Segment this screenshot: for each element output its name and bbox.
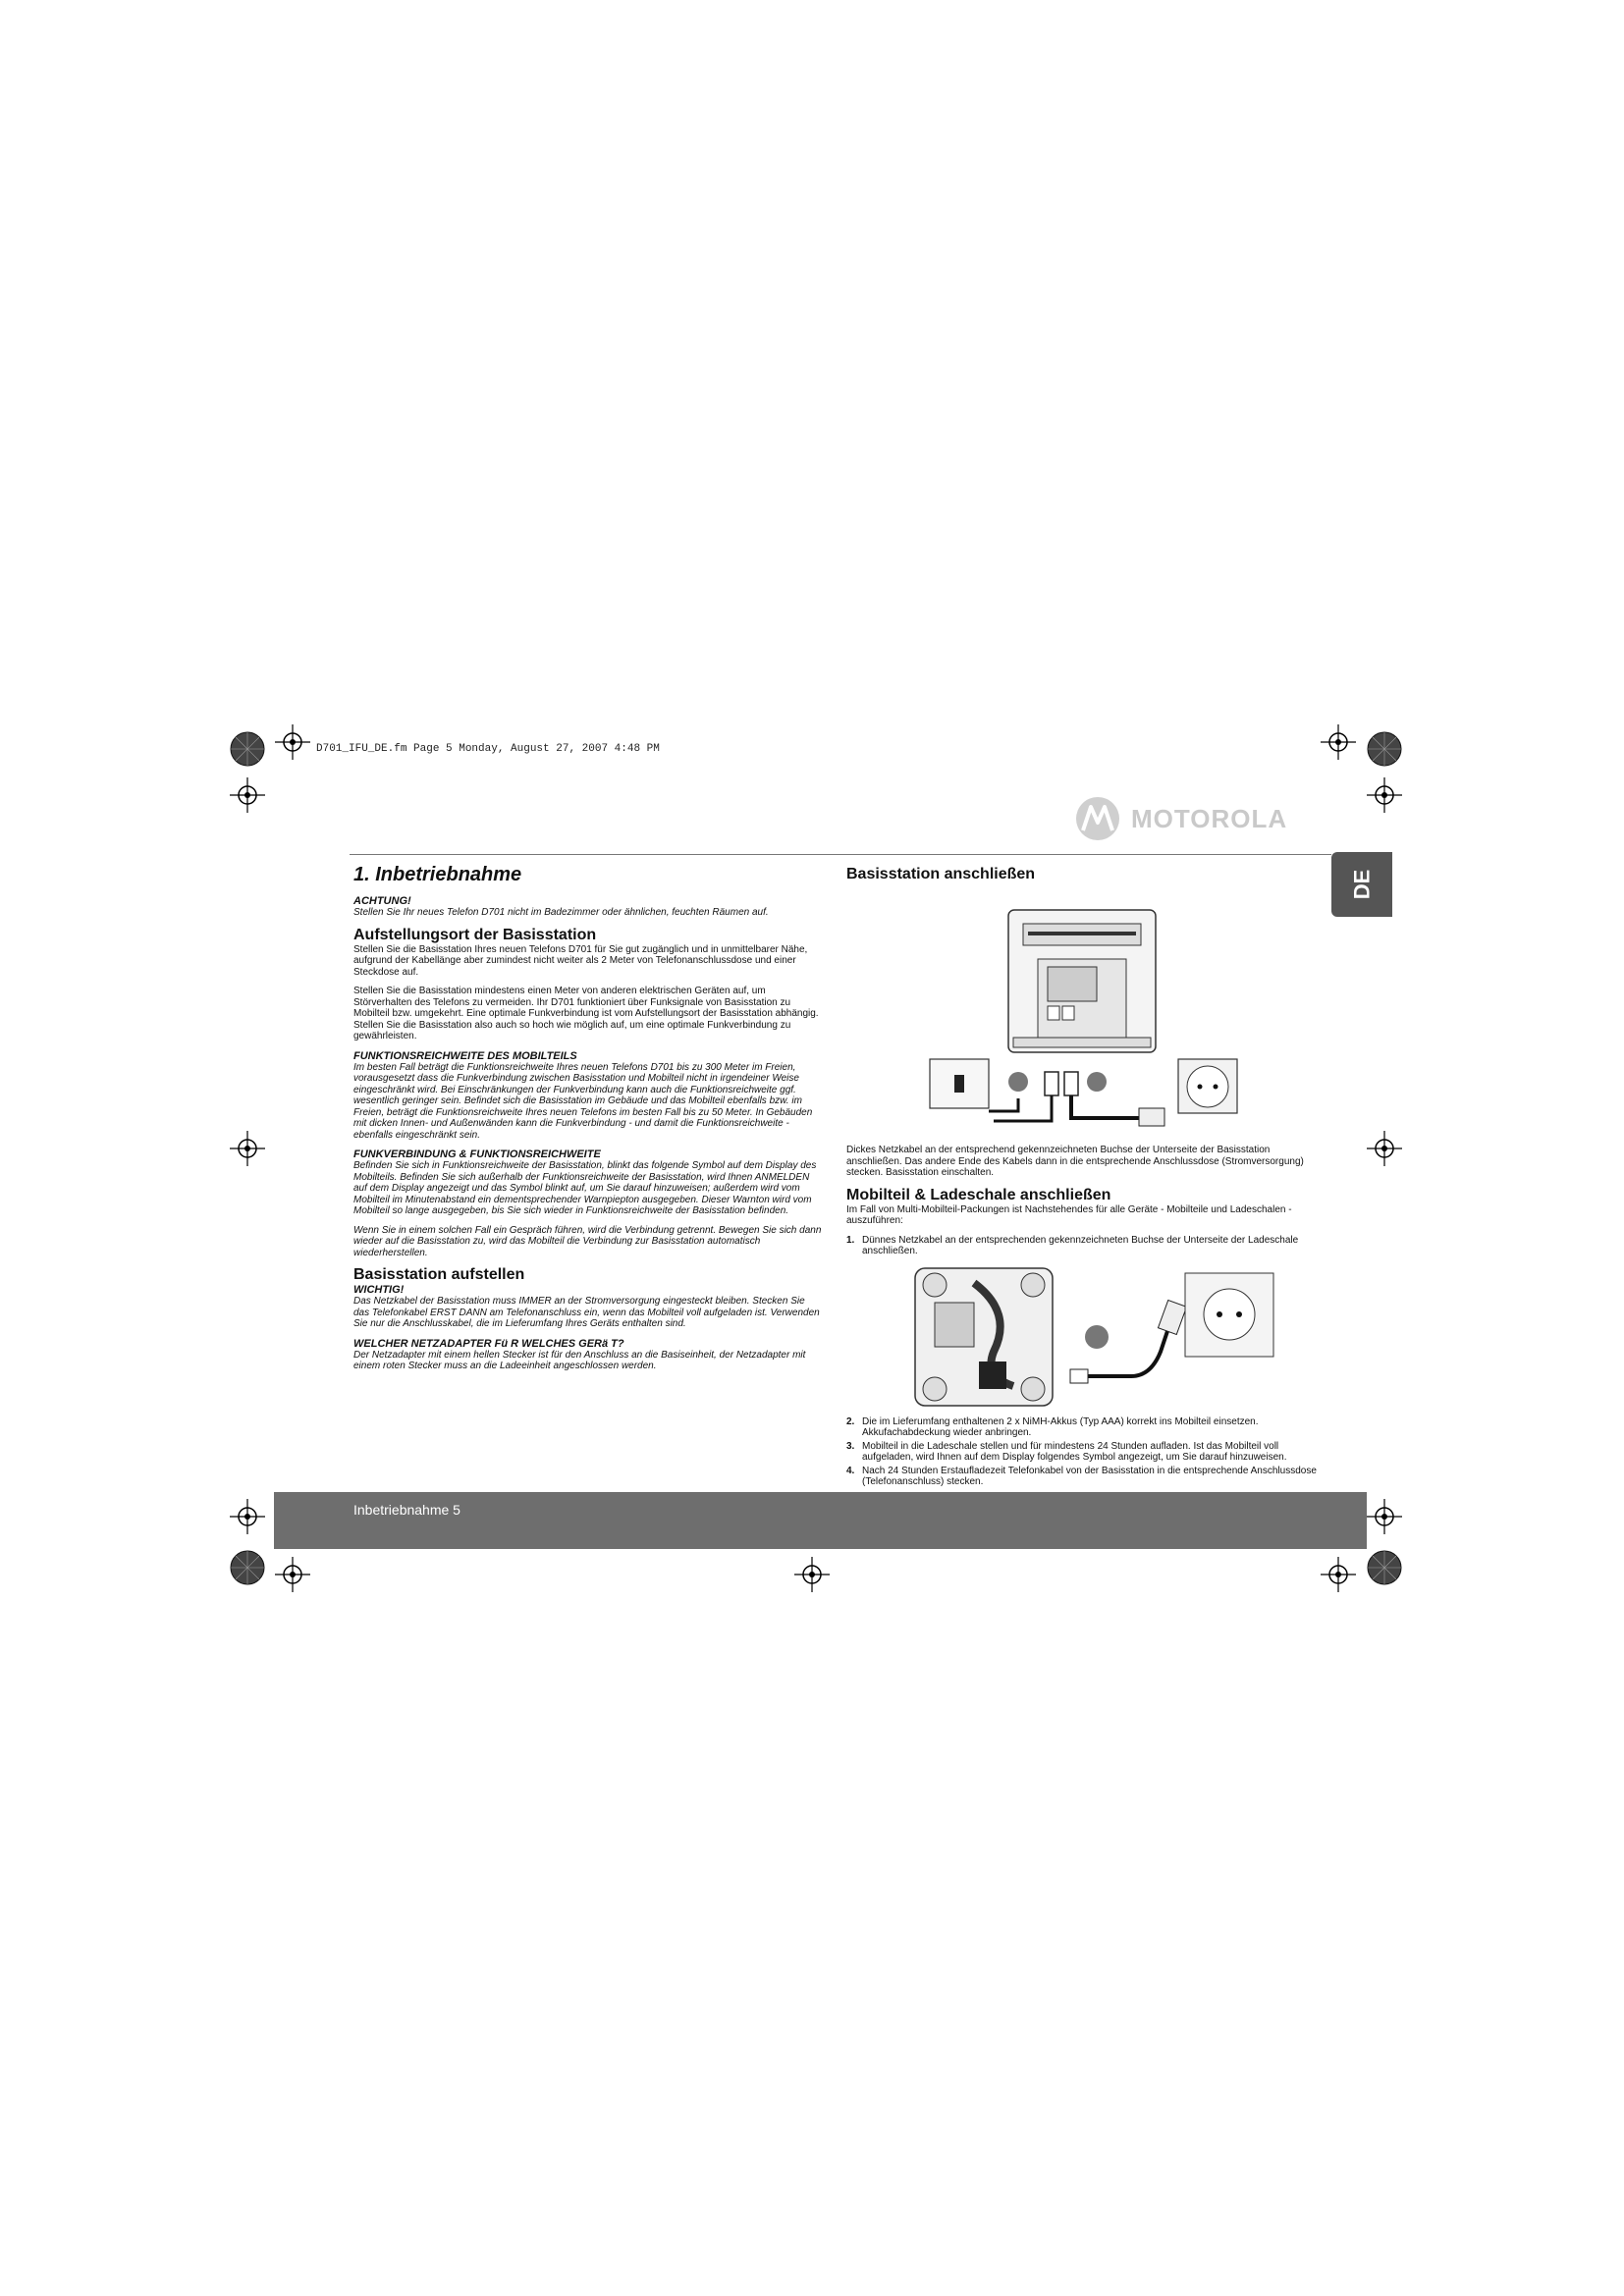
radio-title: FUNKVERBINDUNG & FUNKTIONSREICHWEITE: [353, 1148, 601, 1160]
charger-illustration: [905, 1263, 1318, 1411]
adapter-text: Der Netzadapter mit einem hellen Stecker ist für den Anschluss an die Basiseinheit, der Netzadapter mit einem roten Stecker muss an die Ladeeinheit angeschlossen werden.: [353, 1349, 806, 1371]
footer-bar: [274, 1492, 1367, 1549]
right-column: [846, 866, 1318, 1490]
placement-paragraph-2: Stellen Sie die Basisstation mindestens einen Meter von anderen elektrischen Geräten auf, um Störverhalten des Telefons zu vermeiden. Ihr D701 funktioniert über Funksignale von Basisstation zu Mobilteil bzw. umgekehrt. Eine optimale Funkverbindung ist vom Aufstellungsort der Basisstation abhängig. Stellen Sie die Basisstation also auch so hoch wie möglich auf, um eine optimale Funkverbindung zu gewährleisten.: [353, 986, 819, 1041]
radio-text: Befinden Sie sich in Funktionsreichweite der Basisstation, blinkt das folgende Symbol auf dem Display des Mobilteils. Befinden Sie sich außerhalb der Funktionsreichweite der Basisstation, wird Ihnen ANMELDEN auf dem Display angezeigt und das Symbol blinkt auf, um Sie darauf hinzuweisen; außerdem wird vom Mobilteil im Minutenabstand ein dementsprechender Warnpiepton ausgegeben. Dieser Warnton wird vom Mobilteil so lange ausgegeben, bis Sie sich wieder in Funktionsreichweite der Basisstation befinden.: [353, 1160, 817, 1216]
handset-title: Mobilteil & Ladeschale anschließen: [846, 1186, 1111, 1203]
header-rule: [350, 854, 1331, 855]
connect-text: Dickes Netzkabel an der entsprechend gekennzeichneten Buchse der Unterseite der Basisstation anschließen. Das andere Ende des Kabels dann in die entsprechende Anschlussdose (Stromversorgung) stecken. Basisstation einschalten.: [846, 1145, 1304, 1178]
brand-name: MOTOROLA: [1131, 803, 1288, 833]
steps-list: [846, 1235, 1318, 1257]
warning-title: ACHTUNG!: [353, 895, 411, 907]
print-header: D701_IFU_DE.fm Page 5 Monday, August 27, 2007 4:48 PM: [316, 743, 660, 755]
range-title: FUNKTIONSREICHWEITE DES MOBILTEILS: [353, 1049, 577, 1062]
list-item: 3. Mobilteil in die Ladeschale stellen und für mindestens 24 Stunden aufladen. Ist das Mobilteil voll aufgeladen, wird Ihnen auf dem Display folgendes Symbol angezeigt, um Sie darauf hinzuweisen.: [846, 1440, 1287, 1463]
setup-title: Basisstation aufstellen: [353, 1266, 525, 1283]
placement-paragraph-1: Stellen Sie die Basisstation Ihres neuen Telefons D701 für Sie gut zugänglich und in unmittelbarer Nähe, aufgrund der Kabellänge aber zumindest nicht weiter als 2 Meter von Telefonanschlussdose und einer Steckdose auf.: [353, 943, 808, 978]
warning-text: Stellen Sie Ihr neues Telefon D701 nicht im Badezimmer oder ähnlichen, feuchten Räumen auf.: [353, 907, 769, 918]
placement-title: Aufstellungsort der Basisstation: [353, 926, 597, 943]
steps-list-continued: [846, 1416, 1318, 1488]
motorola-batwing-icon: [1074, 795, 1121, 842]
range-text: Im besten Fall beträgt die Funktionsreichweite Ihres neuen Telefons D701 bis zu 300 Meter im Freien, vorausgesetzt dass die Funkverbindung zwischen Basisstation und Mobilteil nicht in irgendeiner Weise eingeschränkt wird. Bei Einschränkungen der Funkverbindung kann auch die Funktionsreichweite ggf. wesentlich geringer sein. Befindet sich die Basisstation im Gebäude und das Mobilteil ebenfalls bzw. im Freien, beträgt die Funktionsreichweite Ihres neuen Telefons im besten Fall bis zu 50 Meter. In Gebäuden mit dicken Innen- und Außenwänden kann die Funkverbindung - und damit die Funktionsreichweite - ebenfalls eingeschränkt sein.: [353, 1061, 813, 1141]
important-text: Das Netzkabel der Basisstation muss IMMER an der Stromversorgung eingesteckt bleiben. Stecken Sie das Telefonkabel ERST DANN am Telefonanschluss ein, wenn das Mobilteil voll aufgeladen ist. Verwenden Sie nur die Anschlusskabel, die im Lieferumfang Ihres Geräts enthalten sind.: [353, 1296, 820, 1329]
handset-intro: Im Fall von Multi-Mobilteil-Packungen ist Nachstehendes für alle Geräte - Mobilteile und Ladeschalen - auszuführen:: [846, 1203, 1292, 1226]
list-item: 1. Dünnes Netzkabel an der entsprechenden gekennzeichneten Buchse der Unterseite der Ladeschale anschließen.: [846, 1234, 1299, 1256]
list-item: 4. Nach 24 Stunden Erstaufladezeit Telefonkabel von der Basisstation in die entsprechende Anschlussdose (Telefonanschluss) stecken.: [846, 1465, 1317, 1487]
list-item: 2. Die im Lieferumfang enthaltenen 2 x NiMH-Akkus (Typ AAA) korrekt ins Mobilteil einsetzen. Akkufachabdeckung wieder anbringen.: [846, 1415, 1259, 1438]
left-column: [353, 864, 823, 1380]
language-tab: DE: [1331, 852, 1392, 917]
motorola-logo: [1074, 795, 1287, 842]
footer-page-label: Inbetriebnahme 5: [353, 1502, 460, 1518]
radio-text-2: Wenn Sie in einem solchen Fall ein Gespräch führen, wird die Verbindung getrennt. Bewegen Sie sich dann wieder auf die Basisstation zu, wird das Mobilteil die Verbindung zur Basisstation automatisch wiederherstellen.: [353, 1224, 822, 1258]
important-title: WICHTIG!: [353, 1284, 405, 1296]
adapter-title: WELCHER NETZADAPTER Fü R WELCHES GERä T?: [353, 1337, 624, 1350]
chapter-title: 1. Inbetriebnahme: [353, 864, 522, 885]
connect-title: Basisstation anschließen: [846, 866, 1036, 882]
base-station-illustration: [846, 890, 1318, 1141]
